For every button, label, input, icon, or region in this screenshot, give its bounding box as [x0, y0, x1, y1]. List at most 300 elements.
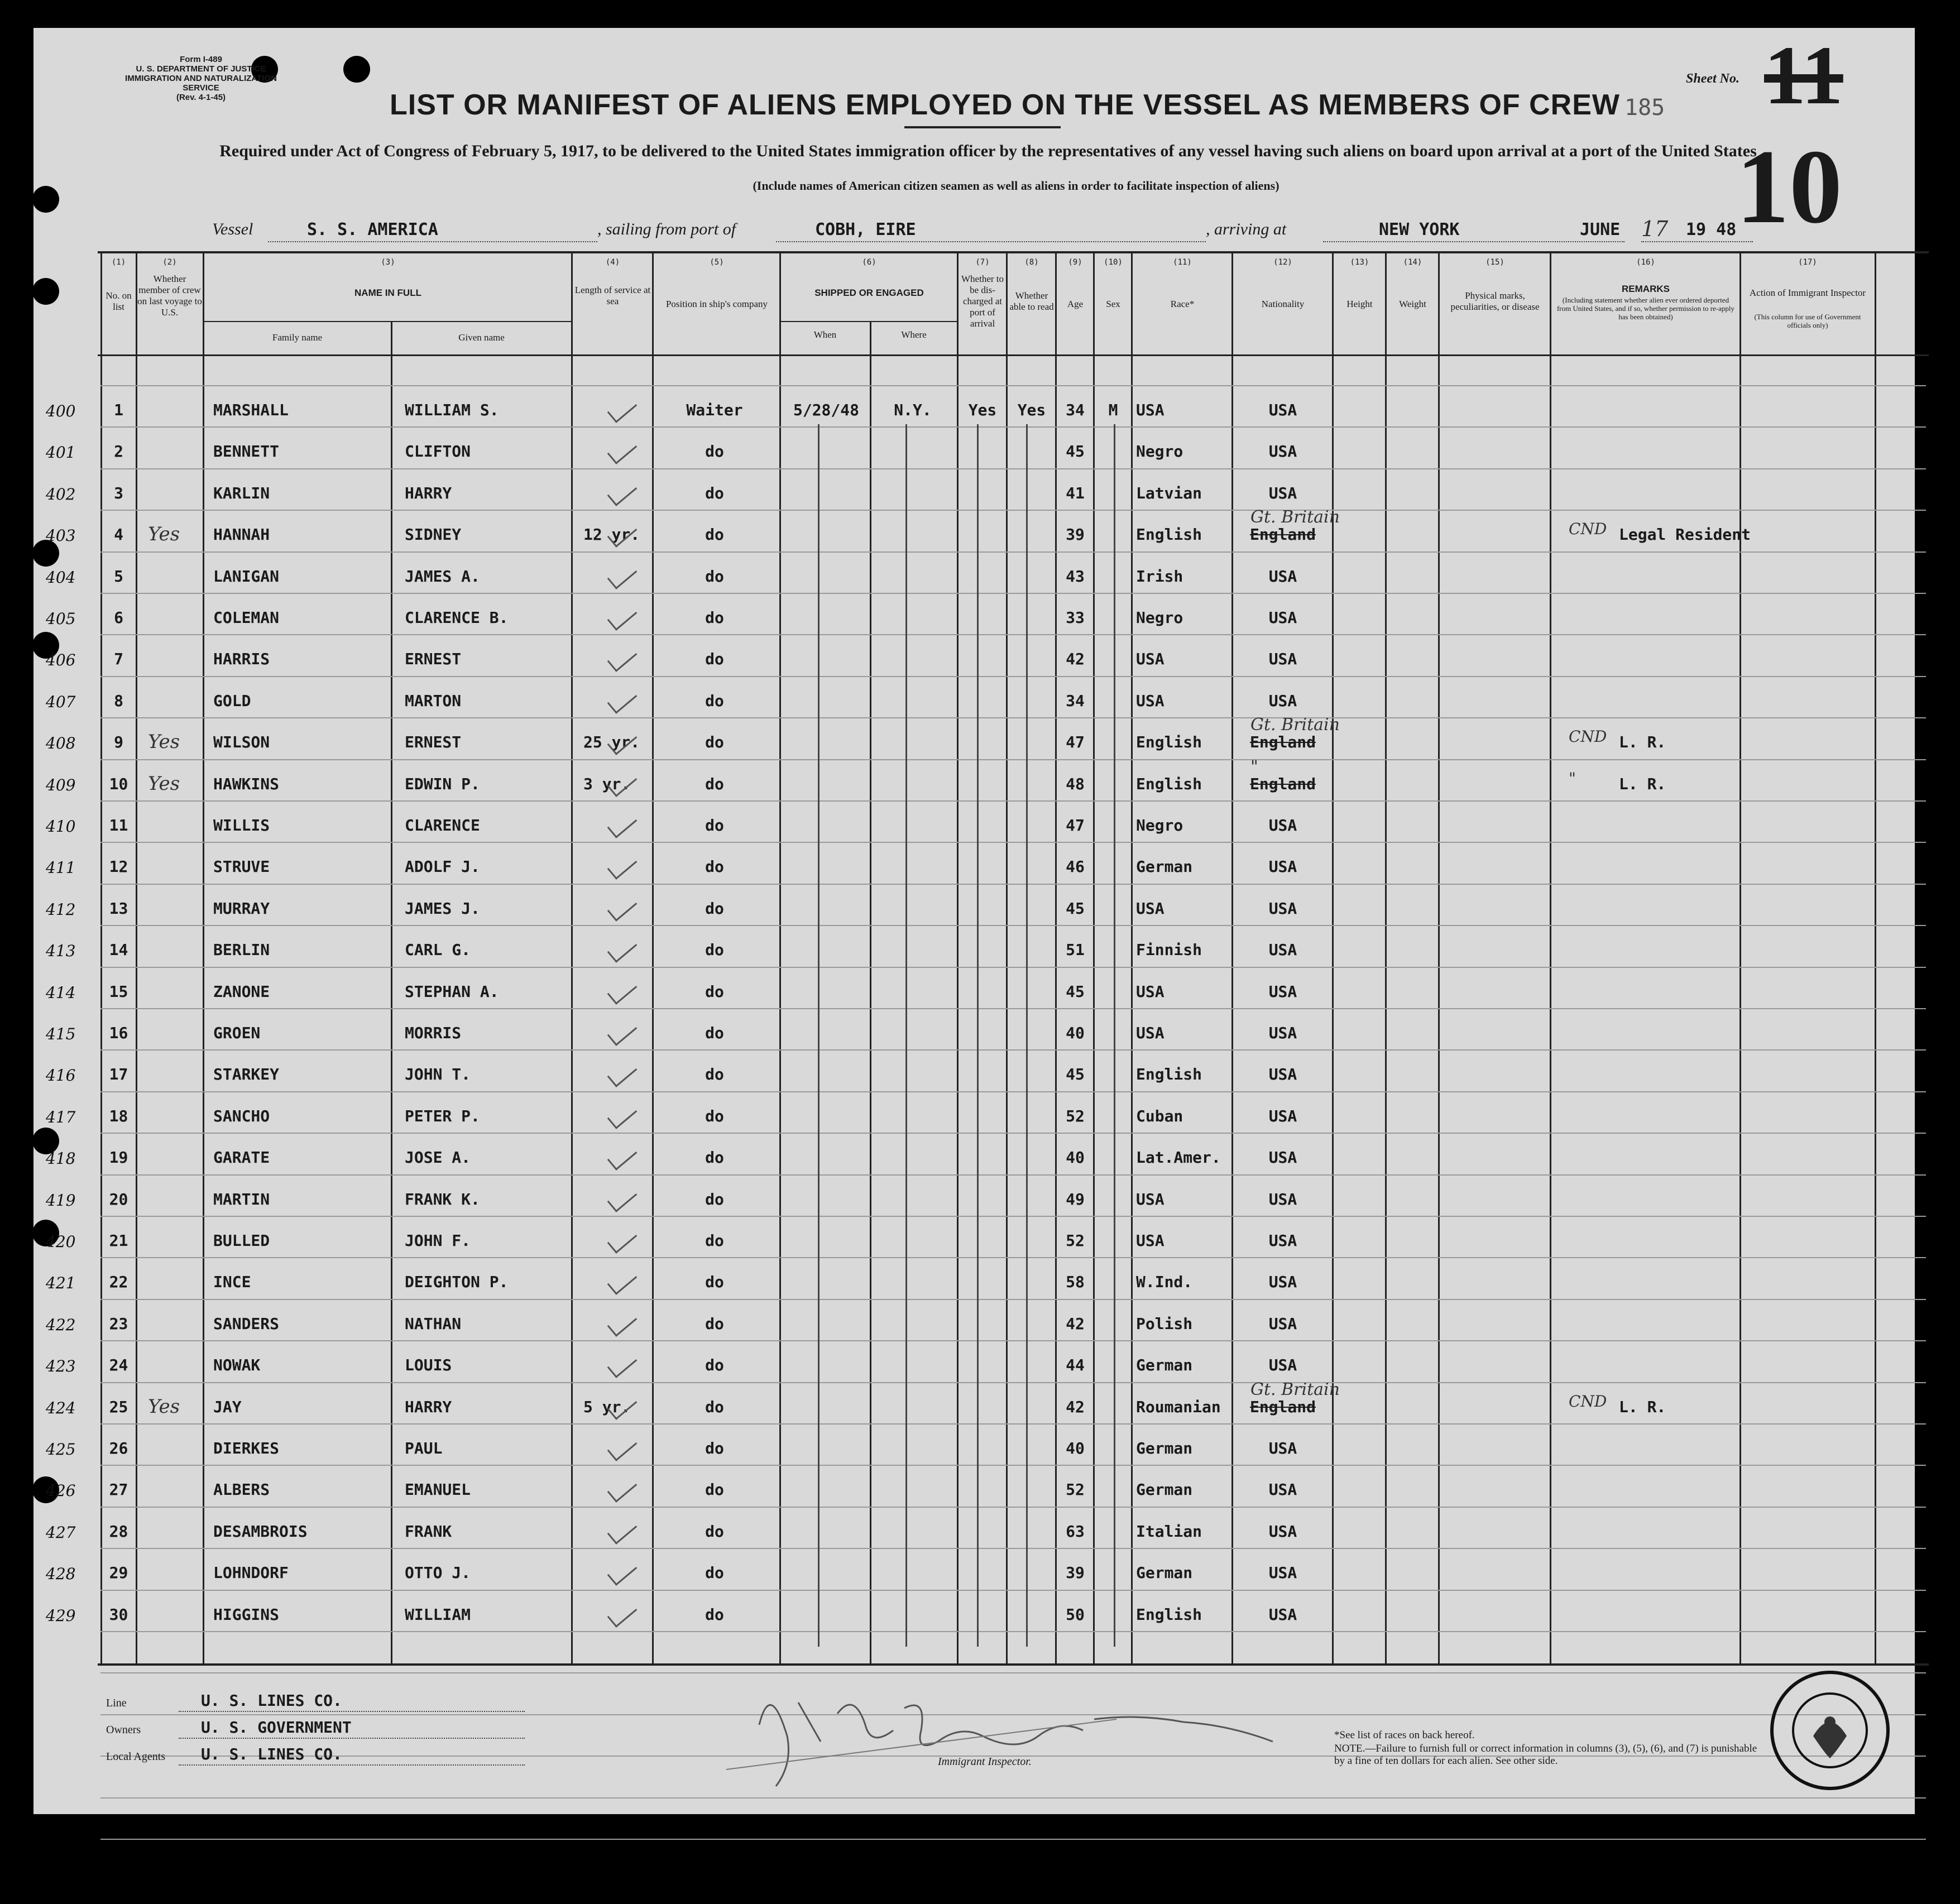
given-name: ERNEST [405, 733, 462, 752]
given-name: OTTO J. [405, 1564, 471, 1582]
required-line: Required under Act of Congress of February 5, 1917, to be delivered to the United States immigration officer by the representatives of any vessel having such aliens on board upon arrival at a port of the United States [219, 142, 1757, 160]
col-8-label: Whether able to read [1009, 290, 1054, 312]
remarks-annotation: CND [1569, 727, 1607, 746]
given-name: ERNEST [405, 650, 462, 669]
column-rule [1006, 252, 1008, 1665]
race: Cuban [1136, 1106, 1183, 1125]
age: 42 [1066, 1397, 1085, 1416]
line-number: 429 [46, 1606, 76, 1625]
line-number: 422 [46, 1315, 76, 1334]
given-name: WILLIAM S. [405, 401, 499, 419]
line-number: 416 [46, 1066, 76, 1085]
check-mark [607, 1557, 638, 1586]
row-number: 29 [109, 1564, 128, 1582]
given-name: DEIGHTON P. [405, 1273, 509, 1292]
race: Italian [1136, 1522, 1202, 1541]
age: 44 [1066, 1356, 1085, 1375]
race: Finnish [1136, 941, 1202, 960]
race: USA [1136, 1231, 1165, 1250]
check-mark [607, 1101, 638, 1129]
position: do [705, 525, 724, 544]
nationality: USA [1268, 1148, 1297, 1167]
line-number: 400 [46, 402, 76, 420]
row-number: 9 [114, 733, 123, 752]
check-mark [607, 934, 638, 963]
inspector-signature [726, 1658, 1312, 1792]
age: 34 [1066, 401, 1085, 419]
col-16-number: (16) [1636, 258, 1655, 267]
column-rule [391, 321, 392, 1665]
position: do [705, 483, 724, 502]
line-number: 424 [46, 1398, 76, 1417]
nationality: USA [1268, 982, 1297, 1001]
ruled-line [100, 759, 1926, 760]
line-number: 421 [46, 1274, 76, 1293]
ruled-line [100, 1091, 1926, 1092]
age: 52 [1066, 1231, 1085, 1250]
arriving-label: , arriving at [1206, 220, 1287, 238]
row-number: 24 [109, 1356, 128, 1375]
col-17-label: Action of Immigrant Inspector [1749, 287, 1866, 298]
position: do [705, 1273, 724, 1292]
voyage-line [212, 218, 1775, 246]
shipped-when: 5/28/48 [793, 401, 859, 419]
position: do [705, 1106, 724, 1125]
row-number: 8 [114, 691, 123, 710]
ruled-line [100, 426, 1926, 428]
check-mark [607, 685, 638, 714]
title-underline [904, 126, 1061, 128]
race: W.Ind. [1136, 1273, 1193, 1292]
col-5-number: (5) [710, 258, 724, 267]
line-number: 428 [46, 1565, 76, 1584]
vessel-value: S. S. AMERICA [307, 220, 438, 239]
family-name: MARTIN [213, 1190, 270, 1208]
ruled-line [100, 925, 1926, 926]
line-number: 412 [46, 900, 76, 919]
ditto-stroke-read [1026, 424, 1028, 1647]
col-14-label: Weight [1399, 299, 1426, 309]
given-name: EDWIN P. [405, 774, 480, 793]
family-name: KARLIN [213, 483, 270, 502]
ruled-line [100, 800, 1926, 802]
row-number: 30 [109, 1605, 128, 1624]
line-number: 427 [46, 1523, 76, 1542]
family-name: LANIGAN [213, 567, 280, 586]
family-name: GROEN [213, 1024, 261, 1042]
line-number: 417 [46, 1107, 76, 1126]
service-length: 5 yr. [583, 1397, 631, 1416]
col-13-label: Height [1346, 299, 1373, 309]
date-day: 17 [1641, 217, 1669, 241]
where-header: Where [901, 329, 927, 340]
row-number: 22 [109, 1273, 128, 1292]
consulate-seal [1769, 1669, 1891, 1792]
family-name: WILLIS [213, 816, 270, 835]
row-number: 2 [114, 442, 123, 461]
service-length: 25 yr. [583, 733, 640, 752]
nationality: USA [1268, 1564, 1297, 1582]
row-number: 6 [114, 608, 123, 627]
nationality: USA [1268, 1439, 1297, 1457]
vessel-label: Vessel [212, 220, 253, 238]
crew-last-voyage: Yes [148, 1395, 180, 1418]
race: German [1136, 1356, 1193, 1375]
sheet-number-crossed: 11 [1764, 29, 1843, 122]
check-mark [607, 1184, 638, 1212]
given-name: FRANK [405, 1522, 452, 1541]
position: do [705, 857, 724, 876]
age: 52 [1066, 1106, 1085, 1125]
ruled-line [100, 1299, 1926, 1300]
row-number: 17 [109, 1065, 128, 1084]
race: German [1136, 1480, 1193, 1499]
nationality: USA [1268, 650, 1297, 669]
race: USA [1136, 899, 1165, 918]
col-1-label: No. on list [106, 290, 132, 312]
given-name: HARRY [405, 1397, 452, 1416]
given-name: CLARENCE B. [405, 608, 509, 627]
position: do [705, 1148, 724, 1167]
position: do [705, 650, 724, 669]
age: 45 [1066, 1065, 1085, 1084]
age: 48 [1066, 774, 1085, 793]
race: Latvian [1136, 483, 1202, 502]
column-rule [1438, 252, 1440, 1665]
col-15-label: Physical marks, peculiarities, or disease [1450, 290, 1540, 312]
sailing-label: , sailing from port of [597, 220, 736, 238]
race: USA [1136, 982, 1165, 1001]
nationality: USA [1268, 816, 1297, 835]
col-3-label: NAME IN FULL [354, 287, 421, 298]
remarks: L. R. [1619, 733, 1666, 752]
line-number: 414 [46, 983, 76, 1002]
check-mark [607, 478, 638, 506]
ruled-line [100, 385, 1926, 386]
age: 42 [1066, 1314, 1085, 1333]
age: 39 [1066, 525, 1085, 544]
family-name: SANCHO [213, 1106, 270, 1125]
age: 52 [1066, 1480, 1085, 1499]
position: do [705, 941, 724, 960]
nationality: USA [1268, 1231, 1297, 1250]
given-name: LOUIS [405, 1356, 452, 1375]
form-identifier: Form I-489 U. S. DEPARTMENT OF JUSTICE IMMIGRATION AND NATURALIZATION SERVICE (Rev. 4-1-45) [125, 55, 277, 102]
race: Negro [1136, 442, 1183, 461]
ruled-line [100, 1049, 1926, 1051]
race: Irish [1136, 567, 1183, 586]
age: 45 [1066, 442, 1085, 461]
position: do [705, 1564, 724, 1582]
row-number: 26 [109, 1439, 128, 1457]
family-name: LOHNDORF [213, 1564, 289, 1582]
position: do [705, 1314, 724, 1333]
family-name: NOWAK [213, 1356, 261, 1375]
given-name: JOSE A. [405, 1148, 471, 1167]
age: 34 [1066, 691, 1085, 710]
column-rule [779, 252, 781, 1665]
shipped-where: N.Y. [894, 401, 932, 419]
ditto-stroke-discharged [977, 424, 979, 1647]
race: USA [1136, 401, 1165, 419]
nationality: USA [1268, 1273, 1297, 1292]
age: 51 [1066, 941, 1085, 960]
page-title: LIST OR MANIFEST OF ALIENS EMPLOYED ON THE VESSEL AS MEMBERS OF CREW [390, 89, 1620, 121]
family-name: HIGGINS [213, 1605, 280, 1624]
sex: M [1108, 401, 1118, 419]
col-3-number: (3) [381, 258, 395, 267]
row-number: 27 [109, 1480, 128, 1499]
remarks: L. R. [1619, 1397, 1666, 1416]
given-name: JAMES J. [405, 899, 480, 918]
race: English [1136, 774, 1202, 793]
nationality: USA [1268, 567, 1297, 586]
check-mark [607, 437, 638, 465]
col-12-label: Nationality [1261, 299, 1305, 309]
col-11-number: (11) [1173, 258, 1192, 267]
family-name: GARATE [213, 1148, 270, 1167]
col-1-number: (1) [111, 258, 126, 267]
position: do [705, 691, 724, 710]
remarks: Legal Resident [1619, 525, 1751, 544]
col-14-number: (14) [1403, 258, 1422, 267]
family-name: BULLED [213, 1231, 270, 1250]
family-name: WILSON [213, 733, 270, 752]
nationality: USA [1268, 1106, 1297, 1125]
nationality: USA [1268, 1480, 1297, 1499]
arriving-value: NEW YORK [1379, 220, 1460, 239]
age: 63 [1066, 1522, 1085, 1541]
given-name: PAUL [405, 1439, 443, 1457]
nationality: USA [1268, 442, 1297, 461]
line-number: 418 [46, 1149, 76, 1168]
nationality: USA [1268, 1522, 1297, 1541]
position: do [705, 899, 724, 918]
race: USA [1136, 1190, 1165, 1208]
row-number: 11 [109, 816, 128, 835]
check-mark [607, 644, 638, 673]
discharged: Yes [968, 401, 997, 419]
position: do [705, 1231, 724, 1250]
ruled-line [100, 510, 1926, 511]
port-value: COBH, EIRE [815, 220, 916, 239]
col-16-sub: (Including statement whether alien ever ordered deported from United States, and if so, whether permission to re-apply has been obtained) [1556, 296, 1735, 321]
check-mark [607, 810, 638, 838]
column-rule [203, 252, 204, 1665]
row-number: 12 [109, 857, 128, 876]
col-10-number: (10) [1104, 258, 1123, 267]
nationality: USA [1268, 1314, 1297, 1333]
line-number: 406 [46, 651, 76, 670]
check-mark [607, 1142, 638, 1171]
position: do [705, 774, 724, 793]
nationality: USA [1268, 899, 1297, 918]
check-mark [607, 976, 638, 1005]
col-16-label: REMARKS [1622, 284, 1670, 294]
col-2-label: Whether member of crew on last voyage to U.S. [137, 274, 202, 318]
age: 33 [1066, 608, 1085, 627]
family-name: SANDERS [213, 1314, 280, 1333]
ruled-line [100, 634, 1926, 635]
row-number: 20 [109, 1190, 128, 1208]
check-mark [607, 1433, 638, 1461]
row-number: 18 [109, 1106, 128, 1125]
check-mark [607, 561, 638, 589]
family-name: GOLD [213, 691, 251, 710]
race: German [1136, 1564, 1193, 1582]
crew-last-voyage: Yes [148, 731, 180, 754]
nationality: USA [1268, 1605, 1297, 1624]
column-rule [1739, 252, 1741, 1665]
when-header: When [813, 329, 837, 340]
row-number: 16 [109, 1024, 128, 1042]
ditto-stroke-where [905, 424, 907, 1647]
given-name: WILLIAM [405, 1605, 471, 1624]
column-rule [1875, 252, 1876, 1665]
row-number: 15 [109, 982, 128, 1001]
penalty-note: NOTE.—Failure to furnish full or correct information in columns (3), (5), (6), and (7) is punishable by a fine of ten dollars for each alien. See other side. [1334, 1743, 1757, 1767]
family-name: STRUVE [213, 857, 270, 876]
row-number: 10 [109, 774, 128, 793]
row-number: 19 [109, 1148, 128, 1167]
ditto-stroke-when [818, 424, 820, 1647]
position: do [705, 1439, 724, 1457]
row-number: 13 [109, 899, 128, 918]
family-name: MARSHALL [213, 401, 289, 419]
line-number: 426 [46, 1481, 76, 1500]
age: 49 [1066, 1190, 1085, 1208]
column-rule [957, 252, 959, 1665]
ruled-line [100, 717, 1926, 718]
row-number: 25 [109, 1397, 128, 1416]
ruled-line [100, 1340, 1926, 1341]
given-name: ADOLF J. [405, 857, 480, 876]
nationality-annotation: Gt. Britain [1250, 715, 1340, 735]
race: German [1136, 857, 1193, 876]
col-15-number: (15) [1485, 258, 1504, 267]
line-number: 405 [46, 610, 76, 628]
given-name: FRANK K. [405, 1190, 480, 1208]
col-5-label: Position in ship's company [665, 299, 768, 309]
age: 58 [1066, 1273, 1085, 1292]
ruled-line [100, 1257, 1926, 1258]
col-2-number: (2) [162, 258, 177, 267]
row-number: 5 [114, 567, 123, 586]
family-name: DESAMBROIS [213, 1522, 308, 1541]
check-mark [607, 852, 638, 880]
races-note: *See list of races on back hereof. [1334, 1729, 1475, 1741]
nationality-annotation: Gt. Britain [1250, 1379, 1340, 1399]
line-number: 423 [46, 1357, 76, 1376]
given-name: PETER P. [405, 1106, 480, 1125]
service-length: 12 yr. [583, 525, 640, 544]
ruled-line [100, 1839, 1926, 1840]
ruled-line [100, 551, 1926, 553]
ruled-line [100, 884, 1926, 885]
age: 43 [1066, 567, 1085, 586]
check-mark [607, 1267, 638, 1296]
column-rule [652, 252, 654, 1665]
row-number: 3 [114, 483, 123, 502]
col-7-number: (7) [975, 258, 990, 267]
col-13-number: (13) [1350, 258, 1369, 267]
check-mark [607, 1308, 638, 1337]
age: 45 [1066, 899, 1085, 918]
given-name-header: Given name [458, 332, 505, 343]
row-number: 23 [109, 1314, 128, 1333]
ruled-line [100, 593, 1926, 594]
column-rule [1131, 252, 1133, 1665]
owners-value: U. S. GOVERNMENT [201, 1718, 352, 1737]
ruled-line [100, 1507, 1926, 1508]
given-name: JOHN T. [405, 1065, 471, 1084]
race: German [1136, 1439, 1193, 1457]
column-rule [870, 321, 871, 1663]
nationality: England [1249, 1397, 1316, 1416]
col-9-label: Age [1067, 299, 1084, 309]
row-number: 7 [114, 650, 123, 669]
nationality: England [1249, 733, 1316, 752]
column-rule [571, 252, 573, 1665]
check-mark [607, 1350, 638, 1378]
ruled-line [100, 1216, 1926, 1217]
column-rule [100, 252, 102, 1665]
given-name: HARRY [405, 483, 452, 502]
check-mark [607, 1599, 638, 1628]
row-number: 14 [109, 941, 128, 960]
punch-hole [343, 56, 370, 83]
position: do [705, 608, 724, 627]
position: do [705, 816, 724, 835]
line-number: 413 [46, 942, 76, 961]
row-number: 4 [114, 525, 123, 544]
position: do [705, 1356, 724, 1375]
family-name-header: Family name [272, 332, 323, 343]
col-12-number: (12) [1273, 258, 1292, 267]
line-number: 401 [46, 443, 76, 462]
column-rule [136, 252, 137, 1665]
age: 41 [1066, 483, 1085, 502]
punch-hole [32, 278, 59, 305]
ruled-line [100, 468, 1926, 469]
col-4-number: (4) [605, 258, 620, 267]
position: do [705, 442, 724, 461]
ruled-line [100, 1133, 1926, 1134]
col-10-label: Sex [1106, 299, 1120, 309]
check-mark [607, 1475, 638, 1503]
age: 39 [1066, 1564, 1085, 1582]
nationality-annotation: Gt. Britain [1250, 507, 1340, 527]
family-name: BENNETT [213, 442, 280, 461]
line-number: 402 [46, 485, 76, 503]
nationality: USA [1268, 608, 1297, 627]
family-name: HAWKINS [213, 774, 280, 793]
age: 40 [1066, 1439, 1085, 1457]
age: 45 [1066, 982, 1085, 1001]
date-year: 19 48 [1686, 220, 1737, 239]
family-name: BERLIN [213, 941, 270, 960]
check-mark [607, 893, 638, 922]
ruled-line [100, 1548, 1926, 1549]
race: English [1136, 525, 1202, 544]
line-number: 419 [46, 1191, 76, 1210]
ruled-line [100, 1465, 1926, 1466]
given-name: SIDNEY [405, 525, 462, 544]
race: Roumanian [1136, 1397, 1221, 1416]
ruled-line [100, 1797, 1926, 1799]
nationality: USA [1268, 1065, 1297, 1084]
position: do [705, 1065, 724, 1084]
